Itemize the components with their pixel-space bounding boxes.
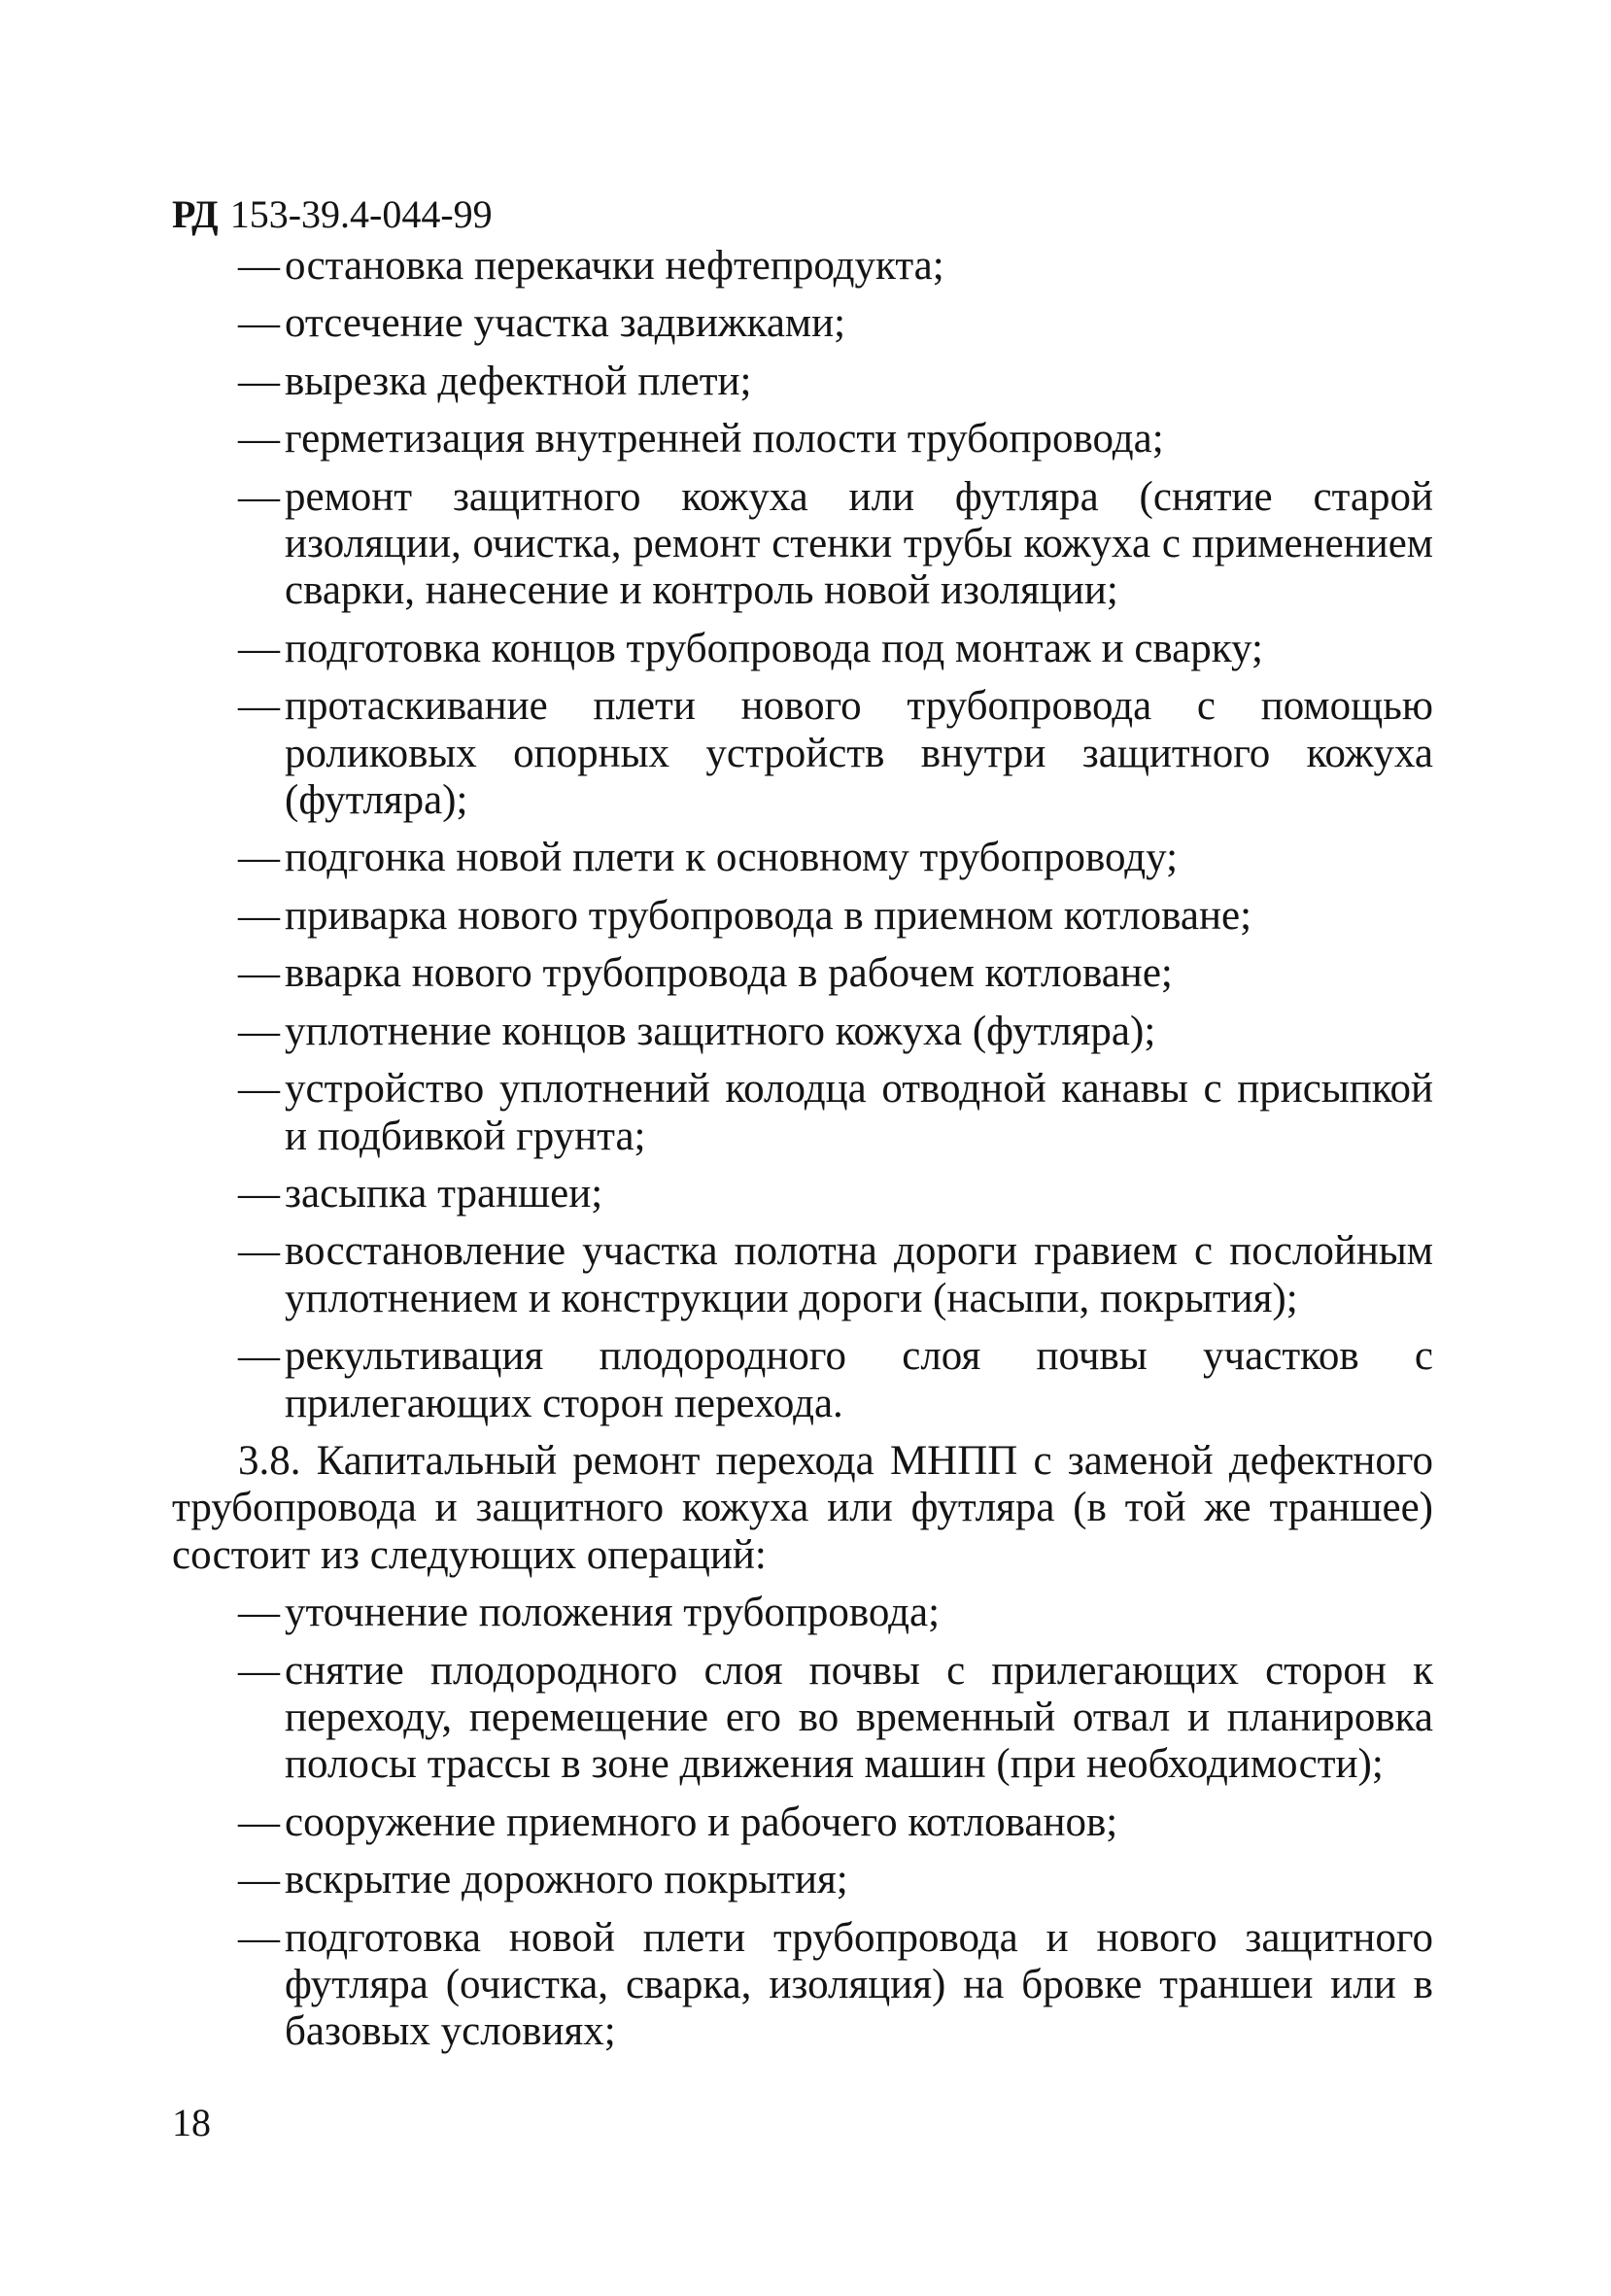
list-dash: — bbox=[238, 1857, 280, 1903]
list-1-item bbox=[172, 300, 1433, 347]
list-dash: — bbox=[238, 1590, 280, 1636]
doc-number: 153-39.4-044-99 bbox=[229, 192, 493, 236]
list-1-item-text: приварка нового трубопровода в приемном котловане; bbox=[285, 892, 1252, 939]
list-1-item bbox=[172, 1171, 1433, 1217]
list-1-item bbox=[172, 1333, 1433, 1427]
list-1-item-text: устройство уплотнений колодца отводной канавы с присыпкой и подбивкой грунта; bbox=[285, 1066, 1433, 1159]
list-2-item bbox=[172, 1648, 1433, 1789]
list-2-item-text: подготовка новой плети трубопровода и нового защитного футляра (очистка, сварка, изоляция) на бровке траншеи или в базовых условиях; bbox=[285, 1914, 1433, 2055]
list-1-item-text: остановка перекачки нефтепродукта; bbox=[285, 243, 944, 289]
list-2-item bbox=[172, 1915, 1433, 2056]
list-2-item-text: сооружение приемного и рабочего котлованов; bbox=[285, 1799, 1118, 1845]
list-dash: — bbox=[238, 1914, 280, 1961]
paragraph-3-8: 3.8. Капитальный ремонт перехода МНПП с заменой дефектного трубопровода и защитного кожуха или футляра (в той же траншее) состоит из следующих операций: bbox=[172, 1437, 1433, 1578]
list-1-item bbox=[172, 683, 1433, 824]
list-dash: — bbox=[238, 683, 280, 730]
list-1-item bbox=[172, 1009, 1433, 1055]
operations-list-1 bbox=[172, 243, 1433, 1427]
list-dash: — bbox=[238, 1170, 280, 1217]
operations-list-2 bbox=[172, 1590, 1433, 2056]
list-1-item bbox=[172, 626, 1433, 672]
list-2-item-text: уточнение положения трубопровода; bbox=[285, 1590, 941, 1636]
list-dash: — bbox=[238, 243, 280, 289]
list-1-item-text: протаскивание плети нового трубопровода с помощью роликовых опорных устройств внутри защитного кожуха (футляра); bbox=[285, 683, 1433, 824]
list-dash: — bbox=[238, 1066, 280, 1113]
list-dash: — bbox=[238, 416, 280, 463]
list-1-item bbox=[172, 1228, 1433, 1322]
list-dash: — bbox=[238, 1228, 280, 1275]
list-1-item bbox=[172, 416, 1433, 463]
list-dash: — bbox=[238, 1333, 280, 1380]
list-2-item bbox=[172, 1590, 1433, 1636]
doc-prefix: РД bbox=[172, 192, 219, 236]
list-2-item bbox=[172, 1799, 1433, 1846]
list-2-item-text: снятие плодородного слоя почвы с прилегающих сторон к переходу, перемещение его во временный отвал и планировка полосы трассы в зоне движения машин (при необходимости); bbox=[285, 1647, 1433, 1788]
list-dash: — bbox=[238, 300, 280, 347]
list-dash: — bbox=[238, 473, 280, 520]
list-1-item-text: восстановление участка полотна дороги гравием с послойным уплотнением и конструкции дороги (насыпи, покрытия); bbox=[285, 1228, 1433, 1321]
list-1-item bbox=[172, 243, 1433, 290]
list-1-item bbox=[172, 1066, 1433, 1160]
list-1-item bbox=[172, 835, 1433, 881]
list-1-item bbox=[172, 950, 1433, 997]
list-dash: — bbox=[238, 1008, 280, 1054]
list-dash: — bbox=[238, 625, 280, 671]
list-dash: — bbox=[238, 1647, 280, 1694]
list-1-item-text: герметизация внутренней полости трубопровода; bbox=[285, 416, 1164, 463]
document-header bbox=[172, 190, 493, 239]
list-1-item bbox=[172, 893, 1433, 940]
list-dash: — bbox=[238, 835, 280, 881]
list-1-item-text: уплотнение концов защитного кожуха (футляра); bbox=[285, 1008, 1156, 1054]
list-1-item-text: ремонт защитного кожуха или футляра (снятие старой изоляции, очистка, ремонт стенки трубы кожуха с применением сварки, нанесение и контроль новой изоляции; bbox=[285, 473, 1433, 614]
list-1-item-text: вырезка дефектной плети; bbox=[285, 358, 752, 404]
list-1-item bbox=[172, 474, 1433, 615]
page-body bbox=[172, 243, 1433, 2067]
list-1-item-text: отсечение участка задвижками; bbox=[285, 300, 846, 347]
list-dash: — bbox=[238, 892, 280, 939]
page-number: 18 bbox=[172, 2101, 211, 2144]
list-1-item-text: вварка нового трубопровода в рабочем котловане; bbox=[285, 950, 1173, 997]
list-1-item-text: рекультивация плодородного слоя почвы участков с прилегающих сторон перехода. bbox=[285, 1333, 1433, 1426]
list-2-item-text: вскрытие дорожного покрытия; bbox=[285, 1857, 848, 1903]
list-2-item bbox=[172, 1857, 1433, 1903]
list-1-item-text: засыпка траншеи; bbox=[285, 1170, 603, 1217]
list-1-item-text: подготовка концов трубопровода под монтаж и сварку; bbox=[285, 625, 1263, 671]
list-dash: — bbox=[238, 1799, 280, 1845]
list-1-item bbox=[172, 359, 1433, 405]
list-dash: — bbox=[238, 950, 280, 997]
list-dash: — bbox=[238, 358, 280, 404]
list-1-item-text: подгонка новой плети к основному трубопроводу; bbox=[285, 835, 1179, 881]
